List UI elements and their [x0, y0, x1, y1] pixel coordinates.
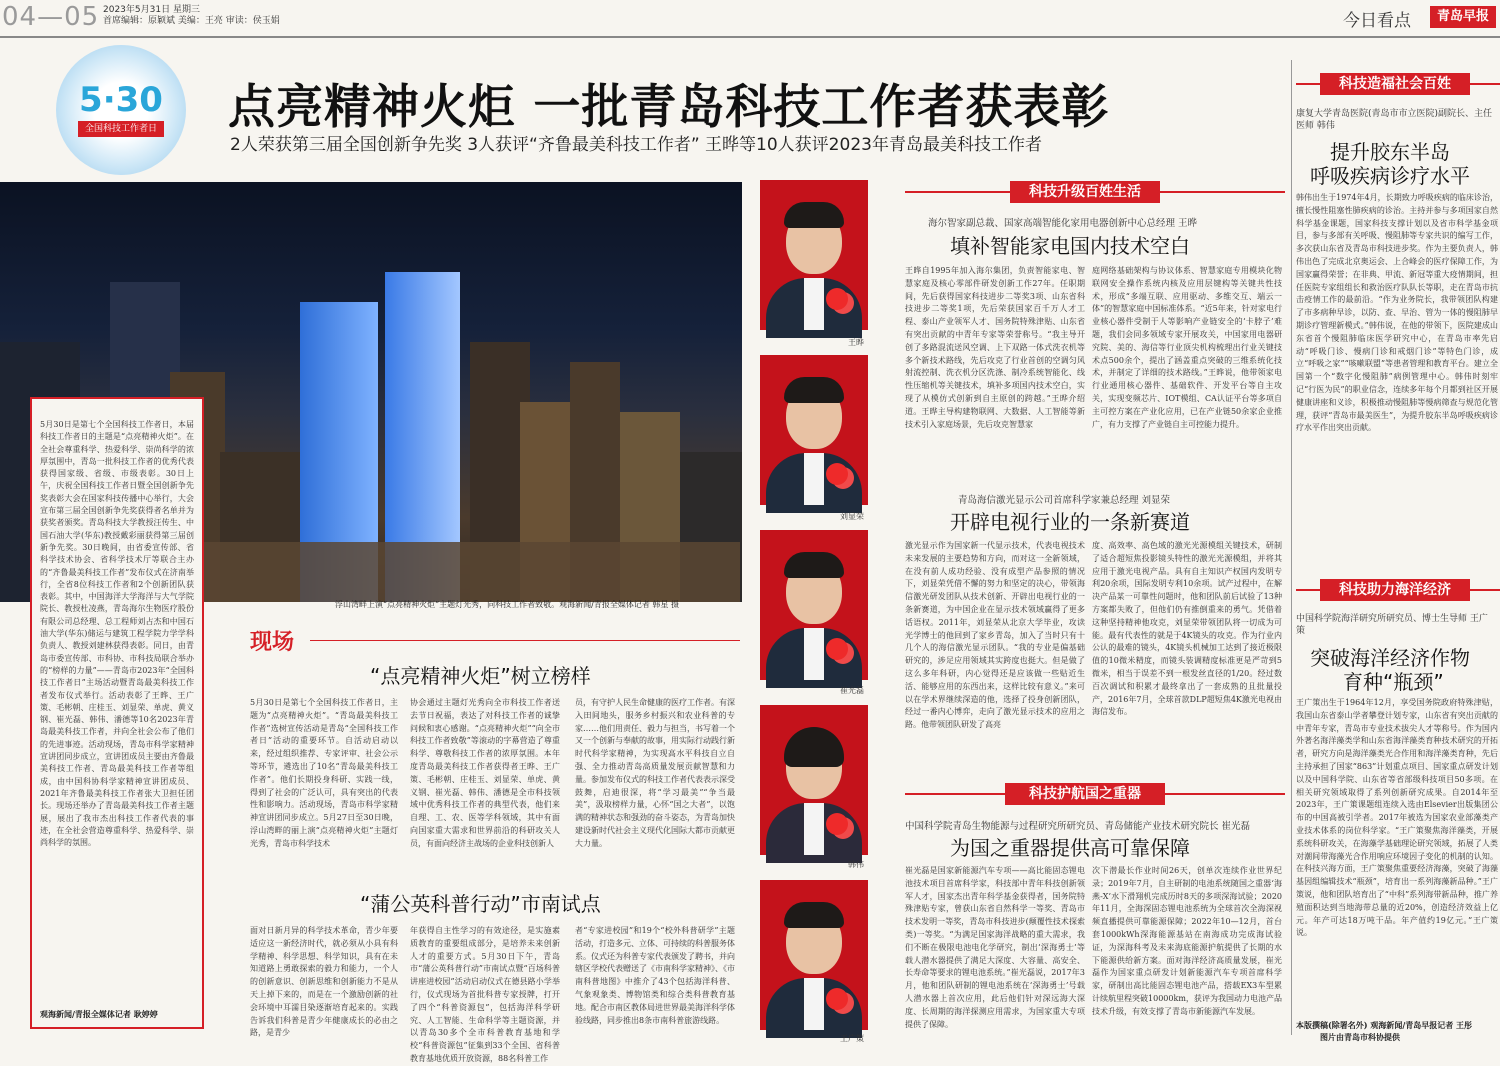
section-banner: 科技护航国之重器: [1005, 783, 1165, 805]
portrait-name: 韩伟: [848, 860, 864, 869]
xianchang-col-1: 5月30日是第七个全国科技工作者日，主题为“点亮精神火炬”。“青岛最美科技工作者”选树宣传活动是青岛“全国科技工作者日”活动的重要环节。自活动启动以来，经过组织推荐、专家评审、社会公示等环节，遴选出了10名“青岛最美科技工作者”。他们长期投身科研、实践一线，得到了社会的广泛认可，具有突出的代表性和影响力。活动现场，青岛市科学家精神宣讲团同步成立。5月27日至30日晚，浮山湾畔的丽上演“点亮精神火炬”主题灯光秀，青岛市科学技术: [250, 698, 398, 848]
article-title: 为国之重器提供高可靠保障: [950, 836, 1190, 860]
intro-text: 5月30日是第七个全国科技工作者日，本届科技工作者日的主题是“点亮精神火炬”。在全社会尊重科学、热爱科学、崇尚科学的浓厚氛围中，青岛一批科技工作者的优秀代表获得国家级、省级、市级表彰。30日上午，庆祝全国科技工作者日暨全国创新争先奖表彰大会在国家科技传播中心举行，大会宣布第三届全国创新争先奖获得者名单并为获奖者颁奖。青岛科技大学教授汪传生、中国石油大学(华东)教授戴彩丽获得第三届创新争先奖。30日晚间，由省委宣传部、省科学技术协会、省科学技术厅等联合主办的“齐鲁最美科技工作者”发布仪式在济南举行，全省8位科技工作者和2个创新团队获表彰。其中，中国海洋大学海洋与大气学院院长、教授杜凌燕，青岛海尔生物医疗股份有限公司总经理、总工程师刘占杰和中国石油大学(华东)储运与建筑工程学院力学学科负责人、教授刘建林获得表彰。同日，由青岛市委宣传部、市科协、市科技局联合举办的“榜样的力量”——青岛市2023年“全国科技工作者日”主场活动暨青岛最美科技工作者发布仪式举行。活动表彰了王晔、王广策、毛彬朝、庄桂玉、刘显荣、单虎、黄义钢、崔光磊、韩伟、潘德等10名2023年青岛最美科技工作者，并向全社会公布了他们的先进事迹。活动现场，青岛市科学家精神宣讲团同步成立，宣讲团成员主要由齐鲁最美科技工作者、青岛最美科技工作者等组成，由中国科协科学家精神宣讲团成员、2021年齐鲁最美科技工作者张大卫担任团长。现场还举办了青岛最美科技工作者主题展，展出了我市杰出科技工作者代表的事迹，在全社会营造尊重科学、热爱科学、崇尚科学的氛围。: [40, 420, 194, 848]
article-col: 激光显示作为国家新一代显示技术，代表电视技术未来发展的主要趋势和方向，而对这一全新领域，在没有前人成功经验、没有成型产品参照的情况下，刘显荣凭借不懈的努力和坚定的决心，带领海信激光研发团队从技术创新、开辟出电视行业的一条新赛道，为中国企业在显示技术领域赢得了更多话语权。2011年，刘显荣从北京大学毕业，攻读光学博士的他回到了家乡青岛，加入了当时只有十几个人的海信激光显示团队。“我的专业是偏基础研究的，涉足应用领域其实跨度也挺大。但是做了这么多年科研，内心觉得还是应该做一些贴近生活、能够应用的东西出来，这样比较有意义。”来可以在学术界继续深造的他，选择了投身创新团队，经过一番内心博弈，走向了激光显示技术的应用之路。他带领团队研发了高亮: [905, 541, 1085, 730]
xianchang-col-5: 年获得自主性学习的有效途径，是实施素质教育的重要组成部分，是培养未来创新人才的重要方式。5月30日下午，青岛市“蒲公英科普行动”市南试点暨“百场科普讲座进校园”活动启动仪式在德县路小学举行，仪式现场为首批科普专家授牌，打开了四个“科普资源包”，包括海洋科学研究、人工智能、生命科学等主题资源，并以青岛30多个全市科普教育基地和学校“科普资源包”征集到33个全国、省科普教育基地优质开放资源，88名科普工作: [410, 926, 560, 1063]
article-col: 度、高效率、高色域的激光光源模组关键技术，研制了适合超短焦投影镜头特性的激光光源模组，并将其应用于激光电视产品。具有自主知识产权国内发明专利20余项，国际发明专利10余项。试产过程中，在解决产品某一可靠性问题时，他和团队前后试验了13种方案都失败了，但他们仍有推倒重来的勇气。凭借着这种坚持精神他攻克，刘显荣带领团队将一切成为可能。最有代表性的就是于4K镜头的攻克。作为行业内公认的最难的镜头，4K镜头机械加工达到了接近极限值的10微米精度，而镜头装调精度标准更是严苛到5微米，相当于误差不到一根发丝直径的1/20。经过数百次调试和积累才最终拿出了一套成熟的且批量投产，2016年7月，全球首款DLP超短焦4K激光电视由海信发布。: [1092, 541, 1282, 717]
portrait-photo: [760, 705, 868, 855]
portrait-name: 崔光磊: [840, 686, 864, 695]
issue-date: 2023年5月31日 星期三: [103, 5, 200, 15]
article-col: 庭网络基础架构与协议体系、智慧家庭专用模块化物联网安全操作系统内核及应用层键构等关键共性技术，形成“多端互联、应用驱动、多维交互、端云一体”的智慧家庭中国标准体系。“近5年来，针对家电行业核心器件受制于人等影响产业链安全的‘卡脖子’难题，我们会同多领域专家开展攻关，中国家用电器研究院、美的、海信等行业顶尖机构梳理出行业关键技术点500余个，提出了涵盖重点突破的三维系统化技术，并制定了详细的技术路线。”王晔说，他带领家电行业通用核心器件、基础软件、开发平台等自主攻关，实现变频芯片、IOT模组、CA认证平台等多项自主可控方案在产业化应用，已在产业链50余家企业推广，有力支撑了产业链自主可控能力提升。: [1092, 266, 1282, 429]
article-title-line-2: 育种“瓶颈”: [1343, 670, 1444, 694]
section-name: 今日看点: [1343, 11, 1411, 31]
article-title-line-2: 呼吸疾病诊疗水平: [1310, 164, 1470, 188]
intro-box: [30, 397, 204, 1029]
logo-text: 全国科技工作者日: [78, 121, 164, 137]
portrait-name: 王广策: [840, 1034, 864, 1043]
xianchang-tag: 现场: [250, 630, 295, 655]
portrait-photo: [760, 180, 868, 330]
article-col: 王晔自1995年加入海尔集团，负责智能家电、智慧家庭及核心零部件研发创新工作27年。任职期间，先后获得国家科技进步二等奖3项、山东省科技进步二等奖1项，先后荣获国家百千万人才工程、泰山产业领军人才、国务院特殊津贴、山东省有突出贡献的中青年专家等荣誉称号。“我主导开创了多路混流送风空调、上下双路一体式洗衣机等多个新技术路线，先后攻克了行业首创的空调匀风射流控制、洗衣机分区洗涤、制冷系统智能化、线性压缩机等关键技术，填补多项国内技术空白，实现了从模仿式创新到自主原创的跨越。”王晔介绍道。王晔主导构建物联网、大数据、人工智能等新技术引入家庭场景，先后攻克智慧家: [905, 266, 1085, 429]
section-banner: 科技升级百姓生活: [1010, 181, 1160, 203]
portrait-name: 王晔: [848, 338, 864, 347]
xianchang-col-2: 协会通过主题灯光秀向全市科技工作者送去节日祝福，表达了对科技工作者的诚挚问候和衷心感谢。“点亮精神火炬”“向全市科技工作者致敬”等滚动的字幕营造了尊重科学、尊敬科技工作者的浓厚氛围。本年度青岛最美科技工作者获得者王晔、王广策、毛彬朝、庄桂玉、刘显荣、单虎、黄义钢、崔光磊、韩伟、潘德是全市科技领域中优秀科技工作者的典型代表，他们来自理、工、农、医等学科领域，其中有面向国家重大需求和世界前沿的科研攻关人员，有面向经济主战场的企业科技创新人: [410, 698, 560, 848]
portrait-photo: [760, 880, 868, 1030]
article-title: 填补智能家电国内技术空白: [950, 234, 1190, 258]
article-col: 次下潜最长作业时间26天，创单次连续作业世界纪录；2019年7月，自主研制的电池系统随国之重器‘海燕-X’水下滑翔机完成历时8天的多项深海试验；2020年11月，全海深固态锂电池系统为全球首次全海深视频直播提供可靠能源保障；2022年10—12月，首台套1000kWh深海能源基站在南海成功完成海试验证，为深海科考及未来海底能源护航提供了长期的水下能源供给新方案。面对海洋经济高质量发展，崔光磊作为国家重点研发计划新能源汽车专项首席科学家，研制出高比能固态锂电池产品，搭载EX3车型累计续航里程突破10000km，获评为我国动力电池产品技术升级，有效支撑了青岛市新能源汽车发展。: [1092, 866, 1282, 1016]
section-banner: 科技造福社会百姓: [1320, 73, 1470, 95]
intro-credit: 观海新闻/青报全媒体记者 耿婷婷: [40, 1009, 158, 1019]
article-title-line-1: 突破海洋经济作物: [1310, 646, 1470, 670]
portrait-name: 刘显荣: [840, 512, 864, 521]
xianchang-col-6: 者“专家进校园”和19个“校外科普研学”主题活动，打造多元、立体、可持续的科普服务体系。仪式还为科普专家代表颁发了聘书，并向辖区学校代表赠送了《市南科学家精神》、《市南科普地图》中推介了43个包括海洋科普、气象观象类、博物馆类和综合类科普教育基地。配合市南区教体局进世界最美海洋科学体验线路，同步推出8条市南科普旅游线路。: [575, 926, 735, 1025]
section-banner: 科技助力海洋经济: [1320, 579, 1470, 601]
page-subheadline: 2人荣获第三届全国创新争先奖 3人获评“齐鲁最美科技工作者” 王晔等10人获评2023年青岛最美科技工作者: [230, 135, 1042, 155]
article-title: 开辟电视行业的一条新赛道: [950, 510, 1190, 534]
article-person: 海尔智家副总裁、国家高端智能化家用电器创新中心总经理 王晔: [928, 218, 1198, 229]
portrait-photo: [760, 355, 868, 505]
photo-credit: 图片由青岛市科协提供: [1320, 1032, 1400, 1042]
article-person: 康复大学青岛医院(青岛市市立医院)副院长、主任医师 韩伟: [1296, 109, 1493, 131]
xianchang-col-3: 员，有守护人民生命健康的医疗工作者。有深入田间地头，服务乡村振兴和农业科普的专家……他们用责任、毅力与担当，书写着一个又一个创新与奉献的故事，用实际行动践行新时代科学家精神，为实现高水平科技自立自强、全力推动青岛高质量发展贡献智慧和力量。参加发布仪式的科技工作者代表表示深受鼓舞，启迪很深，将“学习最美”“争当最美”，汲取榜样力量，心怀“国之大者”，以饱满的精神状态和强劲的奋斗姿态，为青岛加快建设新时代社会主义现代化国际大都市贡献更大力量。: [575, 698, 735, 848]
date-line: [103, 5, 280, 27]
logo-number: 5·30: [79, 80, 163, 120]
page-numbers: 04—05: [2, 2, 100, 32]
page-headline: 点亮精神火炬 一批青岛科技工作者获表彰: [228, 80, 1110, 135]
article-person: 中国科学院青岛生物能源与过程研究所研究员、青岛储能产业技术研究院长 崔光磊: [905, 821, 1251, 832]
xianchang-rule: [310, 640, 740, 641]
page-credit: 本版撰稿(除署名外) 观海新闻/青岛早报记者 王彤: [1296, 1020, 1473, 1030]
portrait-photo: [760, 530, 868, 680]
article-col: 崔光磊是国家新能源汽车专项——高比能固态锂电池技术项目首席科学家，科技部中青年科技创新领军人才，国家杰出青年科学基金获得者，国务院特殊津贴专家，曾获山东省自然科学一等奖、青岛市技术发明一等奖，青岛市科技进步(颠覆性技术探索类)一等奖。“为满足国家海洋战略的重大需求，我们不断在极限电池电化学研究，制出‘深海勇士’等载人潜水器提供了满足大深度、大容量、高安全、长寿命等要求的锂电池系统。”崔光磊说，2017年3月，他和团队研制的锂电池系统在‘深海勇士’号载人潜水器上首次应用，此后他们针对深远海大深度、长周期的海洋探测应用需求，为国家重大专项提供了保障。: [905, 866, 1085, 1029]
xianchang-title-1: “点亮精神火炬”树立榜样: [370, 664, 591, 688]
article-person: 中国科学院海洋研究所研究员、博士生导师 王广策: [1296, 614, 1488, 636]
article-person: 青岛海信激光显示公司首席科学家兼总经理 刘显荣: [958, 495, 1171, 506]
xianchang-title-2: “蒲公英科普行动”市南试点: [360, 892, 601, 916]
article-col: 王广策出生于1964年12月，享受国务院政府特殊津贴，我国山东省泰山学者攀登计划专家，山东省有突出贡献的中青年专家，青岛市专业技术拔尖人才等称号。作为国内外著名海洋藻类学和山东省海洋藻类育种技术研究的开拓者，研究方向是海洋藻类光合作用和海洋藻类育种，先后主持承担了国家“863”计划重点项目、国家重点研发计划以及中国科学院、山东省等省部级科技项目50多项。在相关研究领域取得了系列创新研究成果。自2014年至2023年，王广策课题组连续入选由Elsevier出版集团公布的中国高被引学者。2017年被选为国家农业部藻类产业技术体系的岗位科学家。“王广策聚焦海洋藻类，开展系统科研攻关，在海藻学基础理论研究领域，拓展了人类对潮间带海藻光合作用响应环境因子变化的机制的认知。在科技兴海方面，王广策聚焦重要经济海藻，突破了海藻基因组编辑技术“瓶颈”，培育出一系列海藻新品种。”王广策说，他和团队培育出了“中科”系列海带新品种，推广养殖面积达到当地海带总量的近20%，创造经济效益上亿元。年产可达18万吨干品。年产值约19亿元。”王广策说。: [1296, 698, 1498, 938]
xianchang-col-4: 面对日新月异的科学技术革命，青少年要适应这一新经济时代，就必须从小具有科学精神、科学思想、科学知识，具有在未知道路上勇敢探索的毅力和能力，一个人的创新意识、创新思维和创新能力不是从天上掉下来的，而是在一个激励创新的社会环境中耳濡目染逐渐培育起来的。实践告诉我们科普是青少年健康成长的必由之路，是青少: [250, 926, 398, 1038]
editors-line: 首席编辑：原颖斌 美编：王亮 审读：侯玉娟: [103, 16, 280, 26]
column-divider: [1291, 60, 1292, 1035]
photo-caption: 浮山湾畔上演“点亮精神火炬”主题灯光秀，向科技工作者致敬。观海新闻/青报全媒体记者 韩星 摄: [335, 600, 679, 609]
article-title-line-1: 提升胶东半岛: [1330, 140, 1450, 164]
article-col: 韩伟出生于1974年4月，长期致力呼吸疾病的临床诊治，擅长慢性阻塞性肺疾病的诊治。主持并参与多项国家自然科学基金课题，国家科技支撑计划以及省市科学基金项目，参与多部有关呼吸、慢阻肺等专家共识的编写工作，多次获山东省及青岛市科技进步奖。作为主要负责人，韩伟出色了完成北京奥运会、上合峰会的医疗保障工作，为国家赢得荣誉；在非典、甲流、新冠等重大疫情期间，担任医院专家组组长和救治医疗队队长等职，走在青岛市抗击疫情工作的最前沿。“作为业务院长，我带领团队构建了市多病种早诊，以防、查、早治、管为一体的慢阻肺早期诊疗管理新模式。”韩伟说，在他的带领下，医院建成山东省首个慢阻肺临床医学研究中心，在青岛市率先启动“呼吸门诊、慢病门诊和戒烟门诊”等特色门诊，成立“呼吸之家”“咳嗽联盟”等患者管理和教育平台。建立全国第一个“数字化慢阻肺”病例管理中心。韩伟时刻牢记“行医为民”的职业信念，连续多年每个月都到社区开展健康讲座和义诊，积极推动慢阻肺等慢病筛查与规范化管理，获评“青岛市最美医生”，为提升胶东半岛呼吸疾病诊疗水平作出突出贡献。: [1296, 193, 1498, 433]
event-logo: [56, 45, 186, 175]
brand-logo: 青岛早报: [1430, 6, 1496, 28]
